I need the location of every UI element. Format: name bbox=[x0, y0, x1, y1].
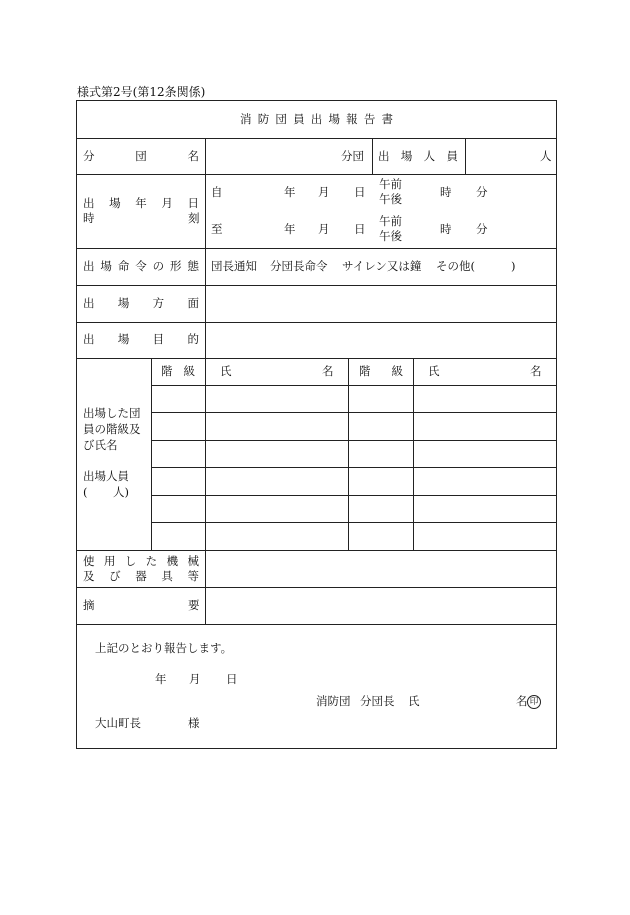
signer-name-right: 名 bbox=[516, 694, 528, 708]
member-row-divider bbox=[151, 495, 557, 496]
row-divider bbox=[76, 138, 557, 139]
datetime-label-hour: 時 bbox=[83, 211, 95, 225]
to-month: 月 bbox=[318, 222, 330, 236]
order-option-other: その他( bbox=[436, 259, 475, 273]
form-number-label: 様式第2号(第12条関係) bbox=[77, 85, 206, 99]
member-row-divider bbox=[151, 440, 557, 441]
title-char: 団 bbox=[275, 112, 287, 126]
addressee: 大山町長 bbox=[95, 716, 141, 730]
seal-icon: 印 bbox=[527, 695, 541, 709]
to-minute: 分 bbox=[476, 222, 488, 236]
title-char: 員 bbox=[293, 112, 305, 126]
column-divider bbox=[151, 358, 152, 550]
from-minute: 分 bbox=[476, 185, 488, 199]
from-month: 月 bbox=[318, 185, 330, 199]
report-statement: 上記のとおり報告します。 bbox=[95, 641, 233, 655]
form-title bbox=[240, 114, 393, 126]
from-prefix: 自 bbox=[211, 185, 223, 199]
title-char: 告 bbox=[363, 112, 376, 126]
row-divider bbox=[76, 285, 557, 286]
direction-label: 出 場 方 面 bbox=[83, 296, 199, 310]
from-hour: 時 bbox=[440, 185, 452, 199]
name-header-left: 氏 bbox=[220, 364, 232, 378]
title-char: 消 bbox=[240, 112, 252, 126]
footer-year: 年 bbox=[155, 672, 167, 686]
members-count-label: 出 場 人 員 bbox=[378, 149, 458, 163]
from-day: 日 bbox=[354, 185, 366, 199]
signer-title: 分団長 bbox=[360, 694, 395, 708]
signer-org: 消防団 bbox=[316, 694, 351, 708]
row-divider bbox=[76, 587, 557, 588]
to-day: 日 bbox=[354, 222, 366, 236]
to-year: 年 bbox=[284, 222, 296, 236]
member-row-divider bbox=[151, 522, 557, 523]
order-option-chief-notice: 団長通知 bbox=[211, 259, 257, 273]
title-char: 書 bbox=[381, 112, 393, 126]
order-option-siren: サイレン又は鐘 bbox=[342, 259, 422, 273]
member-row-divider bbox=[151, 467, 557, 468]
members-label-line: 出場した団 bbox=[83, 406, 141, 420]
column-divider bbox=[465, 138, 466, 174]
row-divider bbox=[76, 624, 557, 625]
member-row-divider bbox=[151, 385, 557, 386]
rank-header: 階 級 bbox=[161, 364, 195, 378]
row-divider bbox=[76, 248, 557, 249]
column-divider bbox=[348, 358, 349, 550]
rank-header-2: 階 級 bbox=[359, 364, 403, 378]
members-count-title: 出場人員 bbox=[83, 469, 129, 483]
to-prefix: 至 bbox=[211, 222, 223, 236]
members-count-suffix: 人 bbox=[540, 149, 552, 163]
datetime-label-time: 刻 bbox=[188, 211, 200, 225]
honorific: 様 bbox=[188, 716, 200, 730]
to-am: 午前 bbox=[379, 214, 402, 228]
members-count-open: ( bbox=[83, 485, 88, 499]
row-divider bbox=[76, 358, 557, 359]
title-char: 報 bbox=[346, 112, 358, 126]
members-label-line: び氏名 bbox=[83, 438, 118, 452]
division-suffix: 分団 bbox=[341, 149, 364, 163]
purpose-label: 出 場 目 的 bbox=[83, 332, 199, 346]
row-divider bbox=[76, 174, 557, 175]
from-am: 午前 bbox=[379, 177, 402, 191]
table-border-top bbox=[76, 100, 557, 101]
order-option-other-close: ) bbox=[511, 259, 516, 273]
footer-month: 月 bbox=[189, 672, 201, 686]
datetime-label-line1: 出 場 年 月 日 bbox=[83, 196, 199, 210]
from-year: 年 bbox=[284, 185, 296, 199]
signer-name-left: 氏 bbox=[408, 694, 420, 708]
name-header-right: 名 bbox=[322, 364, 334, 378]
member-row-divider bbox=[151, 412, 557, 413]
name-header-right-2: 名 bbox=[530, 364, 542, 378]
to-pm: 午後 bbox=[379, 229, 402, 243]
title-char: 場 bbox=[328, 112, 340, 126]
order-type-label: 出 場 命 令 の 形 態 bbox=[83, 259, 199, 273]
equipment-label-line2: 及 び 器 具 等 bbox=[83, 569, 199, 583]
title-char: 出 bbox=[310, 112, 323, 126]
row-divider bbox=[76, 550, 557, 551]
order-option-division-chief: 分団長命令 bbox=[270, 259, 328, 273]
table-border-right bbox=[556, 100, 557, 748]
column-divider bbox=[372, 138, 373, 174]
title-char: 防 bbox=[257, 112, 270, 126]
members-label-line: 員の階級及 bbox=[83, 422, 141, 436]
footer-day: 日 bbox=[226, 672, 238, 686]
members-count-close: 人) bbox=[113, 485, 129, 499]
equipment-label-line1: 使 用 し た 機 械 bbox=[83, 554, 199, 568]
table-border-bottom bbox=[76, 748, 557, 749]
name-header-left-2: 氏 bbox=[428, 364, 440, 378]
row-divider bbox=[76, 322, 557, 323]
summary-label-right: 要 bbox=[188, 598, 200, 612]
from-pm: 午後 bbox=[379, 192, 402, 206]
division-label: 分 団 名 bbox=[83, 149, 199, 163]
table-border-left bbox=[76, 100, 77, 748]
label-column-divider bbox=[205, 138, 206, 624]
to-hour: 時 bbox=[440, 222, 452, 236]
column-divider bbox=[413, 358, 414, 550]
summary-label-left: 摘 bbox=[83, 598, 95, 612]
